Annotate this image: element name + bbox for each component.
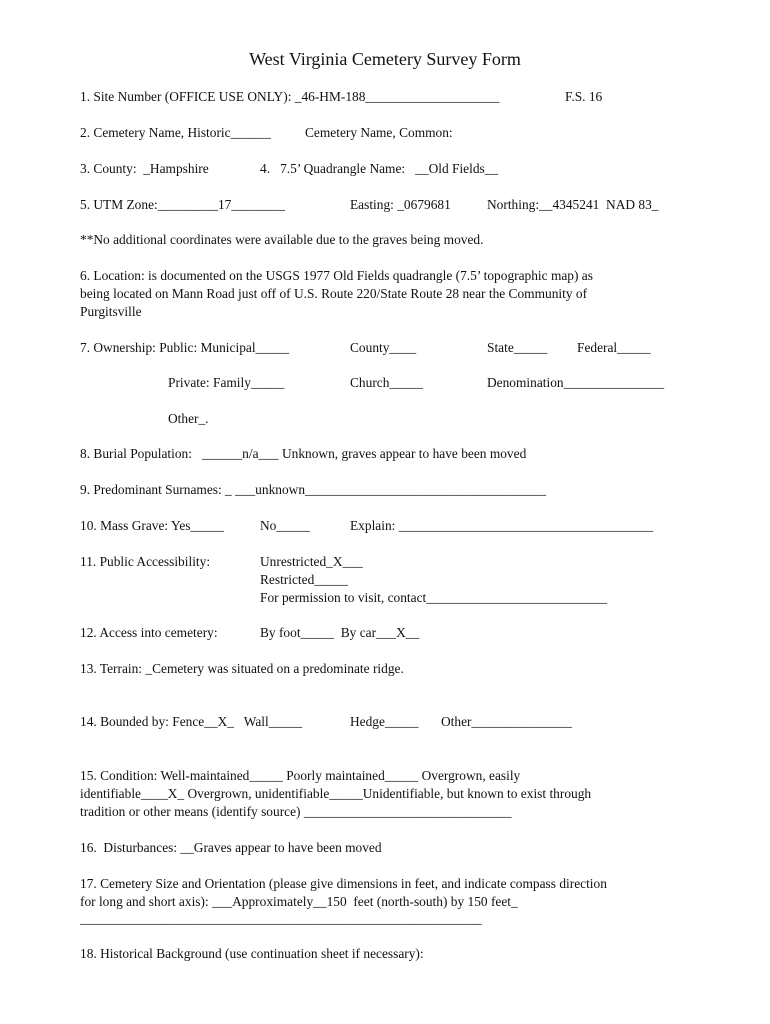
access-unrestricted: Unrestricted_X___: [260, 554, 363, 569]
mass-grave-explain: Explain: ______________________________________: [350, 518, 654, 533]
size-orientation-line-1: 17. Cemetery Size and Orientation (please give dimensions in feet, and indicate compass direction: [80, 876, 607, 891]
bounded-by-fence-wall: 14. Bounded by: Fence__X_ Wall_____: [80, 714, 303, 729]
bounded-by-other: Other_______________: [441, 714, 572, 729]
ownership-family: Private: Family_____: [168, 375, 285, 390]
burial-population: 8. Burial Population: ______n/a___ Unknown, graves appear to have been moved: [80, 446, 527, 461]
condition-line-1: 15. Condition: Well-maintained_____ Poorly maintained_____ Overgrown, easily: [80, 768, 521, 783]
location-line-3: Purgitsville: [80, 304, 142, 319]
fs-number: F.S. 16: [565, 89, 603, 104]
form-title: West Virginia Cemetery Survey Form: [249, 49, 521, 69]
easting-field: Easting: _0679681: [350, 197, 451, 212]
ownership-federal: Federal_____: [577, 340, 651, 355]
access-permission-contact: For permission to visit, contact___________________________: [260, 590, 608, 605]
cemetery-name-common: Cemetery Name, Common:: [305, 125, 453, 140]
predominant-surnames: 9. Predominant Surnames: _ ___unknown____________________________________: [80, 482, 547, 497]
ownership-denomination: Denomination_______________: [487, 375, 665, 390]
condition-line-3: tradition or other means (identify source) _______________________________: [80, 804, 512, 819]
ownership-church: Church_____: [350, 375, 423, 390]
bounded-by-hedge: Hedge_____: [350, 714, 419, 729]
size-orientation-line-2: for long and short axis): ___Approximately__150 feet (north-south) by 150 feet_: [80, 894, 518, 909]
cemetery-name-historic: 2. Cemetery Name, Historic______: [80, 125, 271, 140]
terrain-field: 13. Terrain: _Cemetery was situated on a predominate ridge.: [80, 661, 404, 676]
location-line-2: being located on Mann Road just off of U.S. Route 220/State Route 28 near the Community of: [80, 286, 588, 301]
location-line-1: 6. Location: is documented on the USGS 1977 Old Fields quadrangle (7.5’ topographic map) as: [80, 268, 593, 283]
ownership-state: State_____: [487, 340, 548, 355]
county-field: 3. County: _Hampshire: [80, 161, 209, 176]
utm-zone-field: 5. UTM Zone:_________17________: [80, 197, 285, 212]
access-into-cemetery-label: 12. Access into cemetery:: [80, 625, 218, 640]
ownership-other: Other_.: [168, 411, 209, 426]
mass-grave-yes: 10. Mass Grave: Yes_____: [80, 518, 224, 533]
quadrangle-field: 4. 7.5’ Quadrangle Name: __Old Fields__: [260, 161, 499, 176]
site-number-field: 1. Site Number (OFFICE USE ONLY): _46-HM-188____________________: [80, 89, 500, 104]
access-method: By foot_____ By car___X__: [260, 625, 420, 640]
size-orientation-line-3: ____________________________________________________________: [80, 911, 482, 926]
disturbances-field: 16. Disturbances: __Graves appear to have been moved: [80, 840, 382, 855]
access-restricted: Restricted_____: [260, 572, 348, 587]
ownership-county: County____: [350, 340, 417, 355]
northing-field: Northing:__4345241 NAD 83_: [487, 197, 659, 212]
public-accessibility-label: 11. Public Accessibility:: [80, 554, 211, 569]
mass-grave-no: No_____: [260, 518, 310, 533]
historical-background: 18. Historical Background (use continuation sheet if necessary):: [80, 946, 424, 961]
condition-line-2: identifiable____X_ Overgrown, unidentifiable_____Unidentifiable, but known to exist through: [80, 786, 592, 801]
ownership-municipal: 7. Ownership: Public: Municipal_____: [80, 340, 290, 355]
coordinates-note: **No additional coordinates were available due to the graves being moved.: [80, 232, 484, 247]
